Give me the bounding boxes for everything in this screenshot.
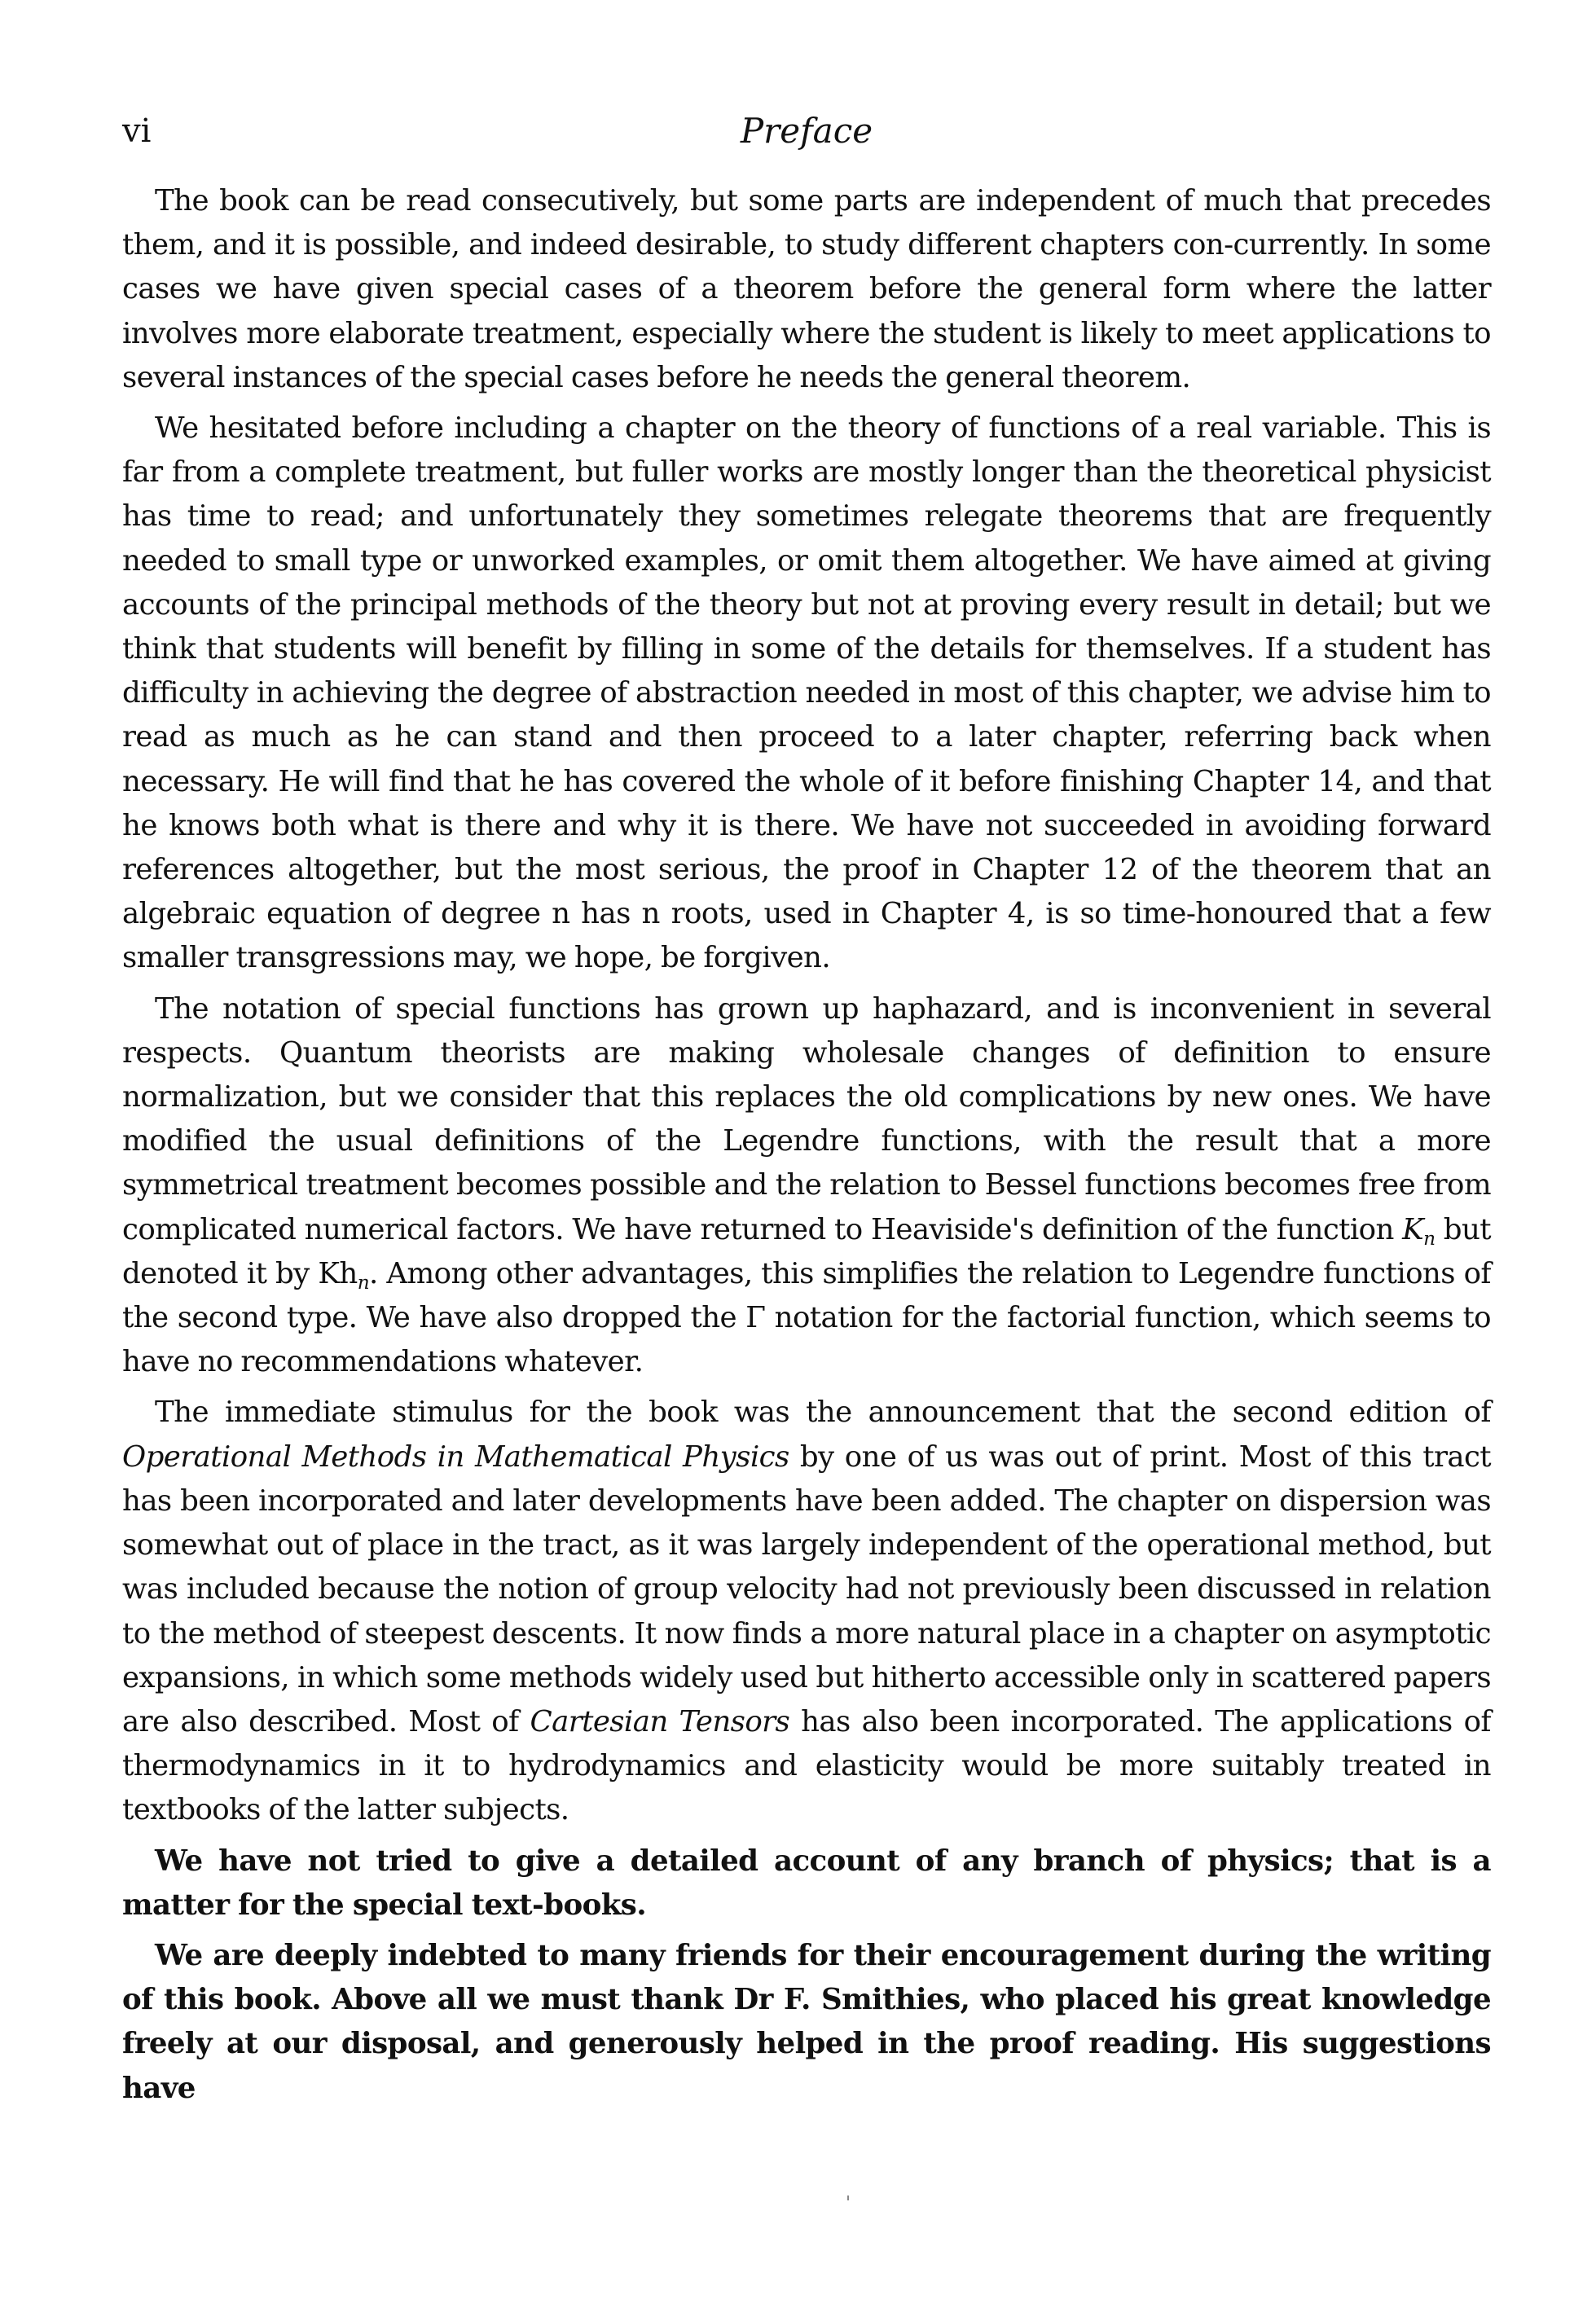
paragraph-real-variable: We hesitated before including a chapter on the theory of functions of a real variable. This is far from a complete treatment, but fuller works are mostly longer than the theoretical physicist has time to read; and unfortunately they sometimes relegate theorems that are frequently needed to small type or unworked examples, or omit them altogether. We have aimed at giving accounts of the principal methods of the theory but not at proving every result in detail; but we think that students will benefit by filling in some of the details for themselves. If a student has difficulty in achieving the degree of abstraction needed in most of this chapter, we advise him to read as much as he can stand and then proceed to a later chapter, referring back when necessary. He will find that he has covered the whole of it before finishing Chapter 14, and that he knows both what is there and why it is there. We have not succeeded in avoiding forward references altogether, but the most serious, the proof in Chapter 12 of the theorem that an algebraic equation of degree n has n roots, used in Chapter 4, is so time-honoured that a few smaller transgressions may, we hope, be forgiven.: [122, 411, 1491, 975]
running-title: Preface: [740, 111, 873, 151]
notation-text-c: . Among other advantages, this simplifies the relation to Legendre functions of the second type. We have also dropped the Γ notation for the factorial function, which seems to have no recommendations whatever.: [122, 1256, 1491, 1379]
paragraph-reading-order: The book can be read consecutively, but some parts are independent of much that precedes them, and it is possible, and indeed desirable, to study different chapters con-currently. In some cases we have given special cases of a theorem before the general form where the latter involves more elaborate treatment, especially where the student is likely to meet applications to several instances of the special cases before he needs the general theorem.: [122, 184, 1491, 394]
page-number: vi: [122, 112, 152, 150]
paragraph-physics-scope: We have not tried to give a detailed account of any branch of physics; that is a matter for the special text-books.: [122, 1844, 1491, 1922]
subscript-n: n: [1423, 1228, 1436, 1250]
book-title-operational-methods: Operational Methods in Mathematical Physics: [122, 1440, 789, 1474]
book-page: [122, 106, 1491, 2117]
page-header: [122, 106, 1491, 171]
symbol-k: K: [1402, 1212, 1424, 1246]
stimulus-text-b: by one of us was out of print. Most of this tract has been incorporated and later developments have been added. The chapter on dispersion was somewhat out of place in the tract, as it was largely independent of the operational method, but was included because the notion of group velocity had not previously been discussed in relation to the method of steepest descents. It now finds a more natural place in a chapter on asymptotic expansions, in which some methods widely used but hitherto accessible only in scattered papers are also described. Most of: [122, 1440, 1492, 1738]
paragraph-stimulus: [122, 1391, 1491, 1832]
stimulus-text-c: has also been incorporated. The applications of thermodynamics in it to hydrodynamics and elasticity would be more suitably treated in textbooks of the latter subjects.: [122, 1704, 1491, 1827]
scan-artifact: [847, 2196, 849, 2200]
paragraph-acknowledgements: We are deeply indebted to many friends for their encouragement during the writing of this book. Above all we must thank Dr F. Smithies, who placed his great knowledge freely at our disposal, and generously helped in the proof reading. His suggestions have: [122, 1938, 1491, 2105]
preface-body: [122, 179, 1491, 2111]
stimulus-text-a: The immediate stimulus for the book was the announcement that the second edition of: [155, 1396, 1491, 1430]
notation-text-a: The notation of special functions has grown up haphazard, and is inconvenient in several respects. Quantum theorists are making wholesale changes of definition to ensure normalization, but we consider that this replaces the old complications by new ones. We have modified the usual definitions of the Legendre functions, with the result that a more symmetrical treatment becomes possible and the relation to Bessel functions becomes free from complicated numerical factors. We have returned to Heaviside's definition of the function: [122, 991, 1491, 1246]
book-title-cartesian-tensors: Cartesian Tensors: [530, 1704, 790, 1738]
subscript-n: n: [357, 1272, 369, 1294]
paragraph-notation: [122, 987, 1491, 1385]
notation-text-b: but denoted it by Kh: [122, 1212, 1491, 1290]
